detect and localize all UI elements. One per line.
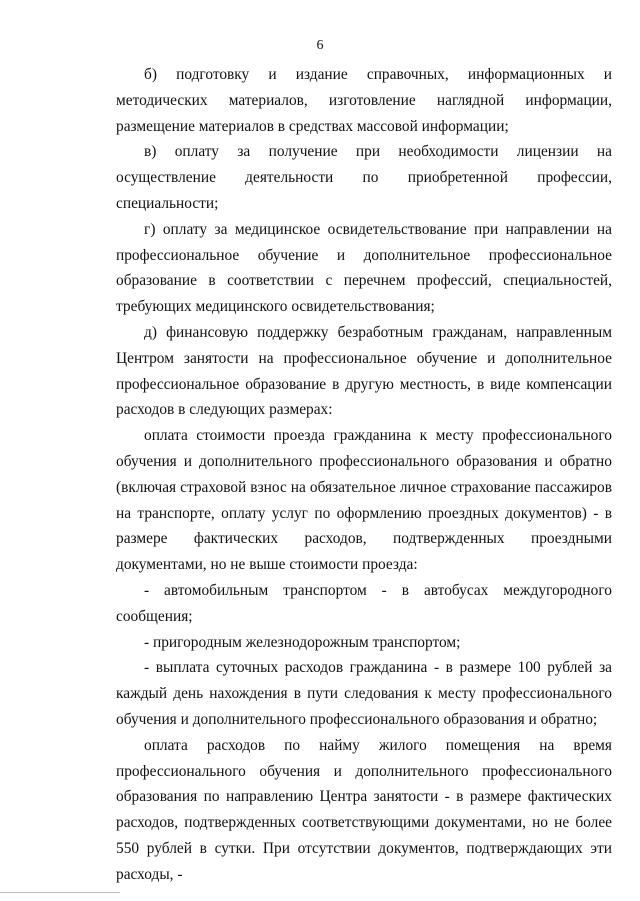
paragraph-v: в) оплату за получение при необходимости лицензии на осуществление деятельности по приобретенной профессии, специальности;: [116, 143, 612, 212]
paragraph-d: д) финансовую поддержку безработным гражданам, направленным Центром занятости на профессиональное обучение и дополнительное профессиональное образование в другую местность, в виде компенсации расходов в следующих размерах:: [116, 323, 612, 419]
scan-edge-line: [0, 892, 120, 893]
page-number: 6: [316, 38, 324, 53]
paragraph-travel-cost: оплата стоимости проезда гражданина к месту профессионального обучения и дополнительного профессионального образования и обратно (включая страховой взнос на обязательное личное страхование пассажиров на транспорте, оплату услуг по оформлению проездных документов) - в размере фактических расходов, подтвержденных проездными документами, но не выше стоимости проезда:: [116, 427, 612, 574]
paragraph-daily-allowance: - выплата суточных расходов гражданина - в размере 100 рублей за каждый день нахождения в пути следования к месту профессионального обучения и дополнительного профессионального образования и обратно;: [116, 659, 612, 728]
document-body: [116, 62, 612, 888]
paragraph-b: б) подготовку и издание справочных, информационных и методических материалов, изготовление наглядной информации, размещение материалов в средствах массовой информации;: [116, 66, 612, 135]
paragraph-housing-cost: оплата расходов по найму жилого помещения на время профессионального обучения и дополнительного профессионального образования по направлению Центра занятости - в размере фактических расходов, подтвержденных соответствующими документами, но не более 550 рублей в сутки. При отсутствии документов, подтверждающих эти расходы, -: [116, 736, 612, 883]
paragraph-rail-transport: - пригородным железнодорожным транспортом;: [144, 633, 461, 651]
paragraph-auto-transport: - автомобильным транспортом - в автобусах междугородного сообщения;: [116, 581, 612, 625]
paragraph-g: г) оплату за медицинское освидетельствование при направлении на профессиональное обучение и дополнительное профессиональное образование в соответствии с перечнем профессий, специальностей, требующих медицинского освидетельствования;: [116, 220, 612, 316]
